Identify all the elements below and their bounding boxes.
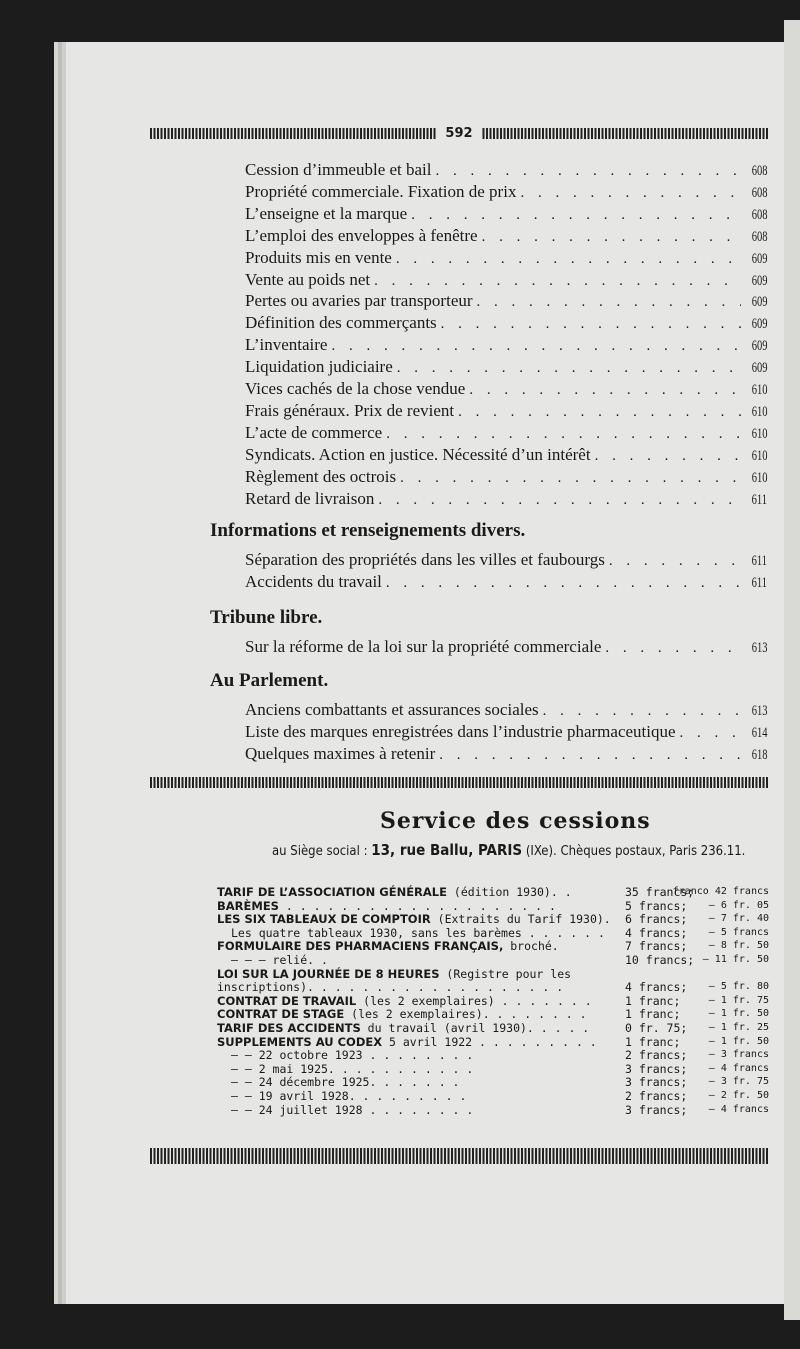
price-row [217,1089,769,1103]
toc-entry-page: 610 [751,447,767,464]
franco-price: — 1 fr. 75 [708,994,769,1006]
toc-entry-page: 609 [751,360,767,377]
price-item [217,926,605,940]
price-item-detail: (les 2 exemplaires). . . . . . . . [344,1007,587,1022]
toc-entry [245,334,767,356]
franco-price: — 3 francs [708,1049,769,1061]
price-item-detail: — — 24 juillet 1928 . . . . . . . . [231,1102,474,1117]
toc-entry-label: Cession d’immeuble et bail [245,160,432,179]
franco-price: — 7 fr. 40 [708,913,769,925]
toc-entry-label: Propriété commerciale. Fixation de prix [245,181,517,201]
toc-entry [245,422,767,444]
divider-rule [150,777,768,788]
price-item [217,899,556,913]
price-item-detail: (édition 1930). . [447,885,572,899]
page-number: 592 [437,128,480,139]
leader-dots [436,160,741,182]
franco-price: — 11 fr. 50 [702,954,769,965]
price-item [217,1021,589,1035]
section-heading: Au Parlement. [210,670,329,691]
price-item-title: BARÈMES [217,898,279,913]
price-value: 2 francs; [625,1048,688,1063]
toc-entry-page: 610 [751,425,767,442]
franco-price: — 1 fr. 50 [708,1035,769,1047]
leader-dots [482,226,741,248]
toc-entry-label: Liquidation judiciaire [245,357,393,377]
price-row [217,980,769,994]
price-item [217,1103,473,1117]
price-item [217,1048,473,1062]
toc-entry-page: 614 [751,725,767,741]
toc-entry-page: 611 [751,575,767,591]
leader-dots [400,467,740,489]
price-item [217,967,571,981]
toc-entry [245,488,767,510]
toc-entry-page: 618 [751,747,767,763]
price-row [217,1103,769,1117]
toc-entry [245,378,767,400]
toc-entry [245,571,767,593]
toc-entry [245,181,767,203]
price-item [217,953,328,967]
toc-entry-page: 610 [751,382,767,398]
price-row [217,1035,769,1049]
toc-entry-label: Quelques maximes à retenir [245,744,436,763]
price-value: 10 francs; [625,953,695,967]
price-item [217,885,572,899]
toc-entry [245,269,767,291]
price-value: 1 franc; [625,1007,681,1022]
price-row [217,967,769,981]
franco-price: franco 42 francs [672,886,769,897]
franco-price: — 1 fr. 50 [708,1008,769,1020]
price-value: 3 francs; [625,1061,688,1076]
leader-dots [595,445,741,467]
toc-entry [245,312,767,334]
toc-entry-label: Liste des marques enregistrées dans l’industrie pharmaceutique [245,722,676,741]
price-item-detail: — — 19 avril 1928. . . . . . . . . [231,1089,467,1103]
franco-price: — 5 francs [708,926,769,938]
price-item-detail: inscriptions). . . . . . . . . . . . . . . . . . . [217,980,564,995]
price-item-detail: 5 avril 1922 . . . . . . . . . [382,1034,597,1049]
price-item [217,994,592,1008]
toc-entry [245,203,767,225]
toc-entry [245,466,767,488]
toc-entry-label: Pertes ou avaries par transporteur [245,291,473,311]
price-value: 4 francs; [625,925,688,940]
price-item [217,1075,459,1089]
leader-dots [605,637,740,659]
page-edge [54,50,66,1300]
price-value: 35 francs; [625,885,695,899]
price-value: 3 francs; [625,1102,688,1117]
toc-entry-page: 613 [751,640,767,656]
price-value: 3 francs; [625,1075,688,1090]
price-value: 7 francs; [625,939,688,954]
price-item-detail: (les 2 exemplaires) . . . . . . . [356,993,592,1008]
price-item-title: TARIF DES ACCIDENTS [217,1021,361,1035]
price-item-detail: . . . . . . . . . . . . . . . . . . . . [278,898,556,913]
toc-entry-page: 608 [751,163,767,179]
toc-entry-page: 610 [751,403,767,420]
leader-dots [331,335,740,357]
price-value: 5 francs; [625,898,688,913]
toc-entry-label: L’emploi des enveloppes à fenêtre [245,225,478,245]
service-address: au Siège social : 13, rue Ballu, PARIS (IXe). Chèques postaux, Paris 236.11. [272,841,746,859]
toc-entry-label: Syndicats. Action en justice. Nécessité d’un intérêt [245,444,591,464]
price-item-detail: Les quatre tableaux 1930, sans les barèmes . . . . . . [231,925,605,940]
section-heading: Informations et renseignements divers. [210,520,526,541]
price-item-detail: — — 22 octobre 1923 . . . . . . . . [231,1048,474,1063]
toc-entry [245,247,767,269]
franco-price: — 4 francs [708,1103,769,1115]
toc-entry-page: 609 [751,294,767,311]
price-item [217,939,559,953]
leader-dots [397,357,741,379]
price-value: 1 franc; [625,993,681,1008]
toc-entry-page: 608 [751,228,767,245]
toc-entry-label: L’inventaire [245,335,328,355]
adjacent-page-strip [784,20,800,1320]
leader-dots [458,401,740,423]
price-row [217,1048,769,1062]
price-value: 4 francs; [625,980,688,995]
price-item-title: FORMULAIRE DES PHARMACIENS FRANÇAIS, [217,939,504,954]
price-item [217,1007,587,1021]
toc-entry [245,356,767,378]
toc-entry-label: Règlement des octrois [245,466,397,486]
price-item-title: CONTRAT DE STAGE [217,1007,345,1022]
price-item-title: LES SIX TABLEAUX DE COMPTOIR [217,912,431,927]
toc-entry-label: Retard de livraison [245,488,375,508]
toc-entry-page: 608 [751,206,767,223]
price-item-detail: broché. [503,939,559,954]
price-row [217,939,769,953]
price-value: 2 francs; [625,1089,688,1103]
price-value: 6 francs; [625,912,688,927]
price-item [217,980,563,994]
footer-rule [150,1148,768,1164]
toc-entry-label: L’enseigne et la marque [245,203,408,223]
toc-entry-page: 609 [751,250,767,267]
price-row [217,953,769,967]
toc-entry [245,444,767,466]
price-row [217,926,769,940]
toc-entry-label: Séparation des propriétés dans les villes et faubourgs [245,550,605,569]
price-item-detail: — — 2 mai 1925. . . . . . . . . . . [231,1061,474,1076]
price-item [217,1062,473,1076]
price-item-detail: du travail (avril 1930). . . . . [360,1021,590,1035]
price-item-detail: (Registre pour les [439,966,572,981]
toc-entry-label: Frais généraux. Prix de revient [245,400,455,420]
toc-entry [245,743,767,765]
toc-entry-page: 609 [751,272,767,289]
franco-price: — 4 francs [708,1062,769,1074]
franco-price: — 3 fr. 75 [708,1076,769,1088]
price-item-title: LOI SUR LA JOURNÉE DE 8 HEURES [217,966,440,981]
toc-entry-page: 611 [751,491,767,508]
service-title: Service des cessions [380,808,651,834]
price-item [217,1089,466,1103]
leader-dots [378,489,741,511]
price-item-detail: (Extraits du Tarif 1930). [430,912,611,927]
toc-entry-page: 613 [751,703,767,719]
leader-dots [396,248,741,270]
franco-price: — 1 fr. 25 [708,1022,769,1033]
header-rule [150,128,768,139]
price-item-detail: — — — relié. . [231,953,328,967]
price-item [217,1035,597,1049]
toc-entry-label: Vices cachés de la chose vendue [245,379,466,398]
toc-entry [245,549,767,571]
toc-entry-label: Définition des commerçants [245,313,437,333]
price-row [217,912,769,926]
toc-entry-label: Produits mis en vente [245,247,392,267]
leader-dots [386,423,740,445]
franco-price: — 5 fr. 80 [708,981,769,993]
leader-dots [441,313,741,335]
price-row [217,899,769,913]
leader-dots [469,379,740,401]
toc-entry [245,699,767,721]
price-item-detail: — — 24 décembre 1925. . . . . . . [231,1075,460,1090]
price-row [217,994,769,1008]
franco-price: — 2 fr. 50 [708,1090,769,1101]
leader-dots [543,700,741,722]
leader-dots [520,182,740,204]
leader-dots [386,572,741,594]
toc-entry [245,636,767,658]
franco-price: — 8 fr. 50 [708,940,769,952]
price-item [217,912,611,926]
price-value: 1 franc; [625,1034,681,1049]
toc-entry-label: L’acte de commerce [245,422,383,442]
leader-dots [374,270,740,292]
toc-entry-label: Vente au poids net [245,269,371,289]
price-item-title: TARIF DE L’ASSOCIATION GÉNÉRALE [217,885,447,899]
price-item-title: SUPPLEMENTS AU CODEX [217,1034,383,1049]
price-row [217,885,769,899]
toc-entry [245,721,767,743]
toc-entry-page: 610 [751,469,767,486]
toc-entry-label: Anciens combattants et assurances sociales [245,700,539,719]
price-value: 0 fr. 75; [625,1021,688,1035]
toc-entry [245,225,767,247]
price-item-title: CONTRAT DE TRAVAIL [217,993,357,1008]
toc-entry-page: 609 [751,316,767,333]
toc-entry-label: Sur la réforme de la loi sur la propriété commerciale [245,637,602,656]
toc-entry [245,159,767,181]
franco-price: — 6 fr. 05 [708,899,769,911]
price-row [217,1021,769,1035]
toc-entry [245,400,767,422]
toc-entry-page: 609 [751,338,767,355]
leader-dots [439,744,740,766]
toc-entry-label: Accidents du travail [245,572,382,591]
toc-entry [245,290,767,312]
section-heading: Tribune libre. [210,607,323,628]
price-row [217,1062,769,1076]
price-row [217,1075,769,1089]
price-row [217,1007,769,1021]
toc-entry-page: 611 [751,553,767,569]
toc-entry-page: 608 [751,184,767,201]
leader-dots [609,550,741,572]
leader-dots [411,204,740,226]
leader-dots [680,722,741,744]
leader-dots [477,291,741,313]
